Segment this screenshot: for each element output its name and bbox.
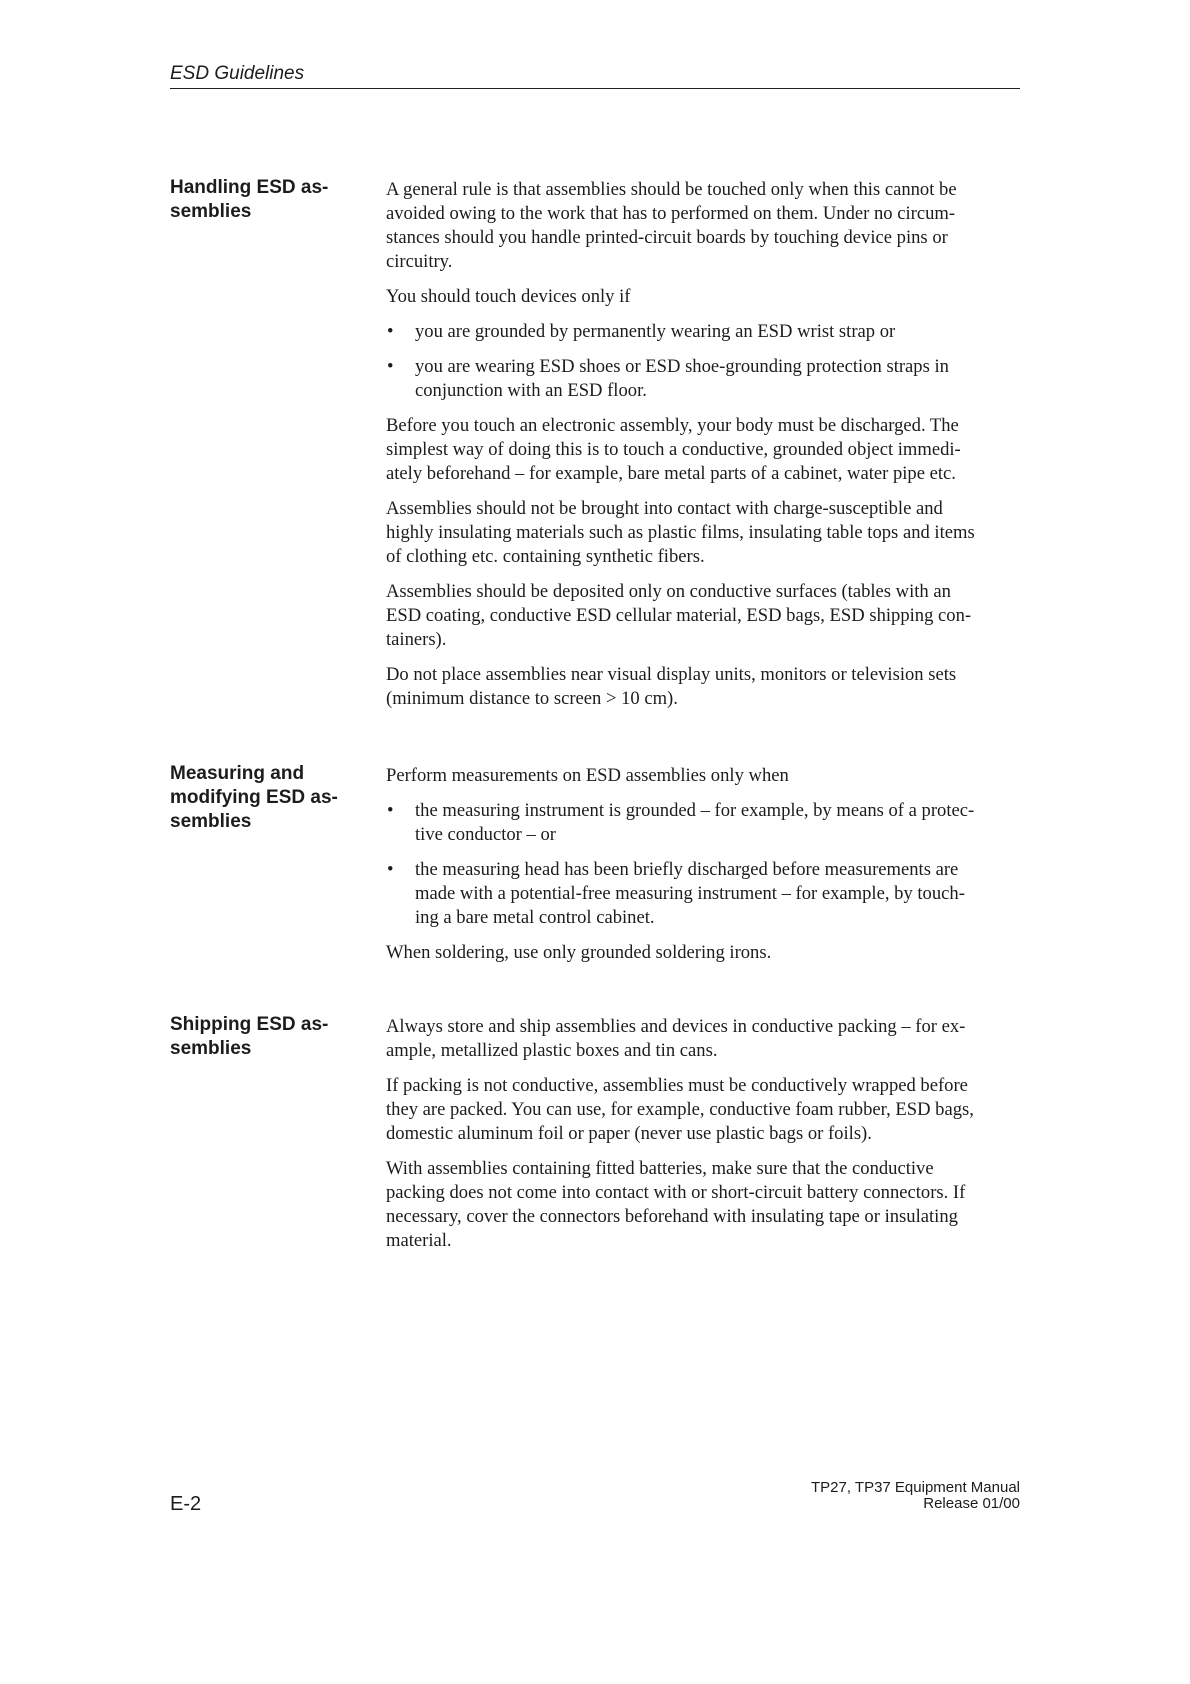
- paragraph: Assemblies should be deposited only on conductive surfaces (tables with an ESD coating, conductive ESD cellular material, ESD bags, ESD shipping con- tainers).: [386, 581, 972, 650]
- paragraph: Do not place assemblies near visual display units, monitors or television sets (minimum distance to screen > 10 cm).: [386, 664, 957, 709]
- section-handling: [170, 176, 1020, 709]
- bullet-item: [386, 799, 1020, 847]
- page-header: [170, 62, 1020, 89]
- section-heading: Measuring and modifying ESD as- semblies: [170, 763, 338, 832]
- page-number: E-2: [170, 1493, 202, 1515]
- section-body: [386, 764, 1020, 976]
- bullet-marker: •: [387, 356, 394, 377]
- footer-info: [811, 1480, 1020, 1512]
- paragraph: Always store and ship assemblies and devices in conductive packing – for ex- ample, metallized plastic boxes and tin cans.: [386, 1016, 966, 1061]
- bullet-marker: •: [387, 321, 394, 342]
- section-heading: Handling ESD as- semblies: [170, 177, 329, 222]
- bullet-item: [386, 355, 1020, 403]
- paragraph: With assemblies containing fitted batteries, make sure that the conductive packing does not come into contact with or short-circuit battery connectors. If necessary, cover the connectors beforehand with insulating tape or insulating material.: [386, 1158, 966, 1251]
- bullet-marker: •: [387, 859, 394, 880]
- paragraph: If packing is not conductive, assemblies must be conductively wrapped before they are packed. You can use, for example, conductive foam rubber, ESD bags, domestic aluminum foil or paper (never use plastic bags or foils).: [386, 1075, 974, 1144]
- section-body: [386, 1015, 1020, 1264]
- bullet-item: [386, 320, 1020, 344]
- release-label: Release 01/00: [923, 1495, 1020, 1512]
- section-shipping: [170, 1013, 1020, 1263]
- manual-title: TP27, TP37 Equipment Manual: [810, 1479, 1020, 1496]
- paragraph: You should touch devices only if: [386, 286, 631, 307]
- bullet-text: the measuring head has been briefly discharged before measurements are made with a potential-free measuring instrument – for example, by touch- ing a bare metal control cabinet.: [415, 859, 965, 928]
- paragraph: A general rule is that assemblies should be touched only when this cannot be avoided owing to the work that has to performed on them. Under no circum- stances should you handle printed-circuit boards by touching device pins or circuitry.: [386, 179, 957, 272]
- bullet-item: [386, 858, 1020, 930]
- paragraph: Assemblies should not be brought into contact with charge-susceptible and highly insulating materials such as plastic films, insulating table tops and items of clothing etc. containing synthetic fibers.: [386, 498, 975, 567]
- paragraph: Before you touch an electronic assembly, your body must be discharged. The simplest way of doing this is to touch a conductive, grounded object immedi- ately beforehand – for example, bare metal parts of a cabinet, water pipe etc.: [386, 415, 961, 484]
- header-title: ESD Guidelines: [170, 63, 305, 84]
- section-heading: Shipping ESD as- semblies: [170, 1014, 329, 1059]
- paragraph: Perform measurements on ESD assemblies only when: [386, 765, 789, 786]
- bullet-text: you are wearing ESD shoes or ESD shoe-grounding protection straps in conjunction with an ESD floor.: [415, 356, 949, 401]
- bullet-text: the measuring instrument is grounded – for example, by means of a protec- tive conductor – or: [415, 800, 975, 845]
- paragraph: When soldering, use only grounded soldering irons.: [386, 942, 772, 963]
- bullet-marker: •: [387, 800, 394, 821]
- section-measuring: [170, 762, 1020, 972]
- bullet-text: you are grounded by permanently wearing an ESD wrist strap or: [415, 321, 896, 342]
- section-body: [386, 178, 1020, 722]
